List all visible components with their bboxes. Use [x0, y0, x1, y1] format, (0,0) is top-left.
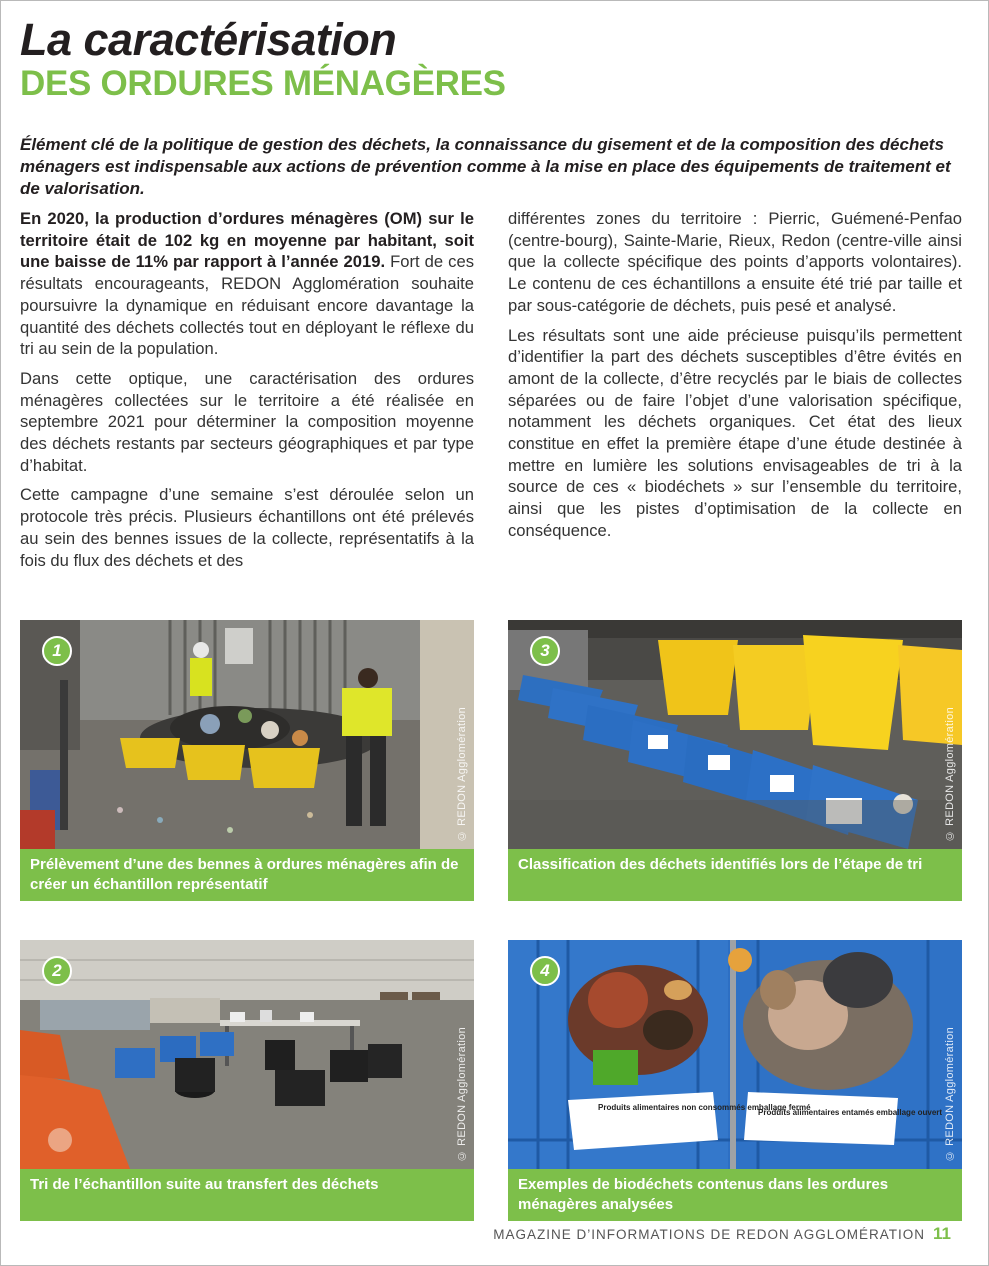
page-subtitle: DES ORDURES MÉNAGÈRES	[20, 64, 506, 103]
photo-waste-sampling-illustration	[20, 620, 474, 849]
photo-card-4	[508, 940, 962, 1221]
paragraph-3: Cette campagne d’une semaine s’est déroulée selon un protocole très précis. Plusieurs échantillons ont été prélevés au sein des bennes issues de la collecte, représentatifs à la fois du flux des déchets et des	[20, 485, 474, 570]
photo-credit-1: © REDON Agglomération	[456, 706, 468, 841]
page-title: La caractérisation	[20, 14, 397, 65]
paragraph-2: Dans cette optique, une caractérisation des ordures ménagères collectées sur le territoire a été réalisée en septembre 2021 pour déterminer la composition moyenne des déchets restants par secteurs géographiques et par type d’habitat.	[20, 368, 474, 475]
photo-credit-3: © REDON Agglomération	[944, 706, 956, 841]
photo-number-badge-2: 2	[42, 956, 72, 986]
photo-caption-2: Tri de l’échantillon suite au transfert des déchets	[20, 1169, 474, 1221]
photo-caption-3: Classification des déchets identifiés lors de l’étape de tri	[508, 849, 962, 901]
page-footer	[493, 1224, 951, 1244]
photo-number-badge-1: 1	[42, 636, 72, 666]
page-number: 11	[933, 1224, 951, 1243]
photo-caption-4: Exemples de biodéchets contenus dans les ordures ménagères analysées	[508, 1169, 962, 1221]
photo-card-1	[20, 620, 474, 901]
photo-card-3	[508, 620, 962, 901]
paragraph-4: différentes zones du territoire : Pierric, Guémené-Penfao (centre-bourg), Sainte-Marie, Rieux, Redon (centre-ville ainsi que la collecte spécifique des points d’apports volontaires). Le contenu de ces échantillons a ensuite été trié par taille et par sous-catégorie de déchets, puis pesé et analysé.	[508, 209, 962, 315]
intro-paragraph: Élément clé de la politique de gestion des déchets, la connaissance du gisement et de la composition des déchets ménagers est indispensable aux actions de prévention comme à la mise en place des équipements de traitement et de valorisation.	[20, 135, 951, 198]
photo-number-badge-4: 4	[530, 956, 560, 986]
photo-sample-sorting	[20, 940, 474, 1169]
right-column	[508, 208, 962, 550]
photo-number-badge-3: 3	[530, 636, 560, 666]
photo-waste-sampling	[20, 620, 474, 849]
lead-bold-text: En 2020, la production d’ordures ménagères (OM) sur le territoire était de 102 kg en moyenne par habitant, soit une baisse de 11% par rapport à l’année 2019.	[20, 209, 474, 272]
paragraph-1-rest: Fort de ces résultats encourageants, REDON Agglomération souhaite poursuivre la dynamique en réduisant encore davantage la quantité des déchets collectés tout en déployant le réflexe du tri au sein de la population.	[20, 252, 474, 359]
photo-waste-classification	[508, 620, 962, 849]
photo-sample-sorting-illustration	[20, 940, 474, 1169]
photo-biowaste-examples-illustration	[508, 940, 962, 1169]
magazine-name: MAGAZINE D’INFORMATIONS DE REDON AGGLOMÉRATION	[493, 1227, 926, 1242]
photo-card-2	[20, 940, 474, 1221]
left-column	[20, 208, 474, 579]
paragraph-1	[20, 208, 474, 360]
bin-label-1-text: Produits alimentaires non consommés emballage fermé	[598, 1103, 811, 1112]
photo-biowaste-examples	[508, 940, 962, 1169]
photo-caption-1: Prélèvement d’une des bennes à ordures ménagères afin de créer un échantillon représentatif	[20, 849, 474, 901]
paragraph-5: Les résultats sont une aide précieuse puisqu’ils permettent d’identifier la part des déchets susceptibles d’être évités en amont de la collecte, d’être recyclés par le biais de collectes séparées ou de faire l’objet d’une valorisation spécifique, notamment les déchets organiques. Cet état des lieux constitue en effet la première étape d’une étude destinée à mettre en lumière les solutions envisageables de tri à la source de ces « biodéchets » sur l’ensemble du territoire, ainsi que les pistes d’optimisation de la collecte en conséquence.	[508, 325, 962, 540]
bin-label-2-text: Produits alimentaires entamés emballage ouvert	[758, 1108, 943, 1117]
photo-credit-2: © REDON Agglomération	[456, 1026, 468, 1161]
photo-credit-4: © REDON Agglomération	[944, 1026, 956, 1161]
bin-label-2	[758, 1108, 942, 1117]
photo-waste-classification-illustration	[508, 620, 962, 849]
